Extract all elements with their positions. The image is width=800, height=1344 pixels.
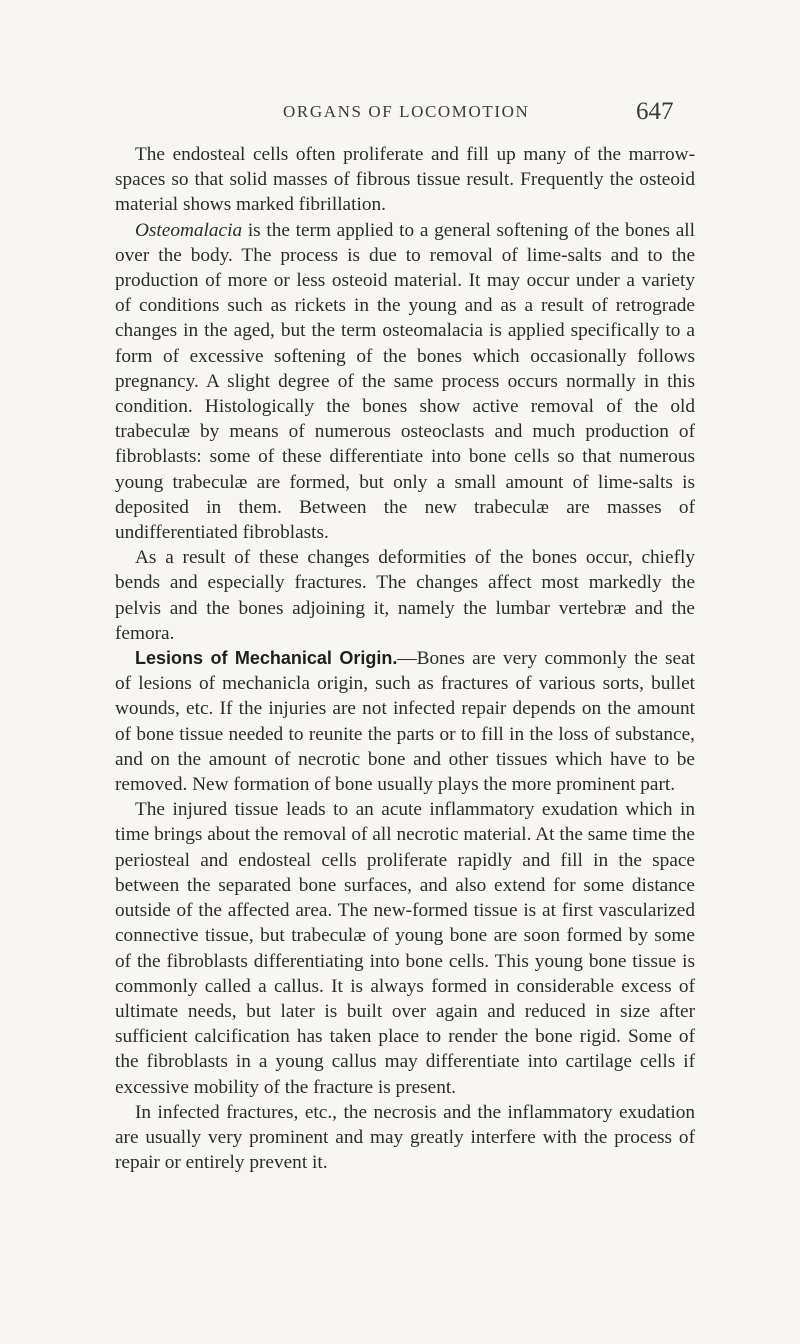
paragraph-text: In infected fractures, etc., the necrosis and the inflammatory exudation are usually very prominent and may greatly interfere with the process of repair or entirely prevent it. [115, 1101, 695, 1174]
body-text [115, 142, 695, 1175]
paragraph-text: The injured tissue leads to an acute inflammatory exudation which in time brings about the removal of all necrotic material. At the same time the periosteal and endosteal cells proliferate rapidly and fill in the space between the separated bone surfaces, and also extend for some distance outside of the affected area. The new-formed tissue is at first vascularized connective tissue, but trabeculæ of young bone are soon formed by some of the fibroblasts differentiating into bone cells. This young bone tissue is commonly called a callus. It is always formed in considerable excess of ultimate needs, but later is built over again and reduced in size after sufficient calcification has taken place to render the bone rigid. Some of the fibroblasts in a young callus may differentiate into cartilage cells if excessive mobility of the fracture is present. [115, 799, 695, 1098]
page-number: 647 [636, 98, 674, 125]
section-heading-mechanical-origin: Lesions of Mechanical Origin. [135, 648, 398, 669]
paragraph-text: —Bones are very commonly the seat of lesions of mechanicla origin, such as fractures of various sorts, bullet wounds, etc. If the injuries are not infected repair depends on the amount of bone tissue needed to reunite the parts or to fill in the loss of substance, and on the amount of necrotic bone and other tissues which have to be removed. New formation of bone usually plays the more prominent part. [115, 648, 695, 796]
paragraph-text: The endosteal cells often proliferate and fill up many of the marrow-spaces so that solid masses of fibrous tissue result. Frequently the osteoid material shows marked fibrillation. [115, 144, 695, 216]
paragraph-injured-tissue [115, 797, 695, 1099]
term-osteomalacia: Osteomalacia [135, 219, 243, 241]
paragraph-deformities [115, 545, 695, 646]
paragraph-endosteal-cells [115, 142, 695, 218]
running-header-title: ORGANS OF LOCOMOTION [283, 102, 530, 121]
paragraph-text: is the term applied to a general softening of the bones all over the body. The process is due to removal of lime-salts and to the production of more or less osteoid material. It may occur under a variety of conditions such as rickets in the young and as a result of retrograde changes in the aged, but the term osteomalacia is applied specifically to a form of excessive softening of the bones which occasionally follows pregnancy. A slight degree of the same process occurs normally in this condition. Histologically the bones show active removal of the old trabeculæ by means of numerous osteoclasts and much production of fibroblasts: some of these differentiate into bone cells so that numerous young trabeculæ are formed, but only a small amount of lime-salts is deposited in them. Between the new trabeculæ are masses of undifferentiated fibroblasts. [115, 219, 695, 544]
paragraph-mechanical-lesions [115, 646, 695, 797]
paragraph-osteomalacia [115, 218, 695, 546]
running-header [0, 98, 800, 128]
paragraph-text: As a result of these changes deformities of the bones occur, chiefly bends and especially fractures. The changes affect most markedly the pelvis and the bones adjoining it, namely the lumbar vertebræ and the femora. [115, 547, 695, 644]
paragraph-infected-fractures [115, 1100, 695, 1176]
